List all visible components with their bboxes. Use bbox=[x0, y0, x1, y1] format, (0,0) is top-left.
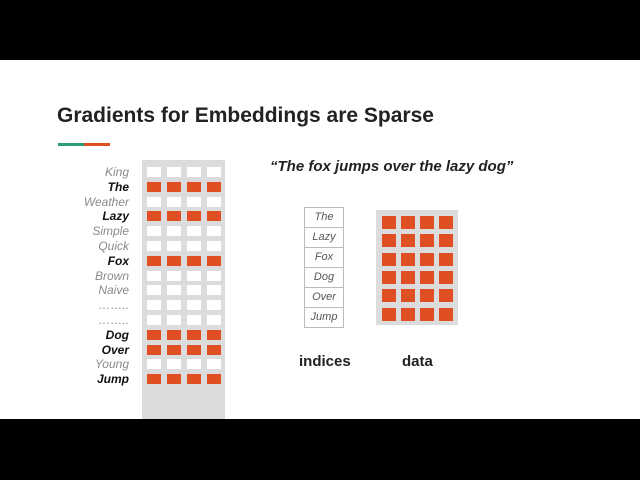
embedding-cell bbox=[167, 285, 181, 295]
embedding-cell bbox=[167, 300, 181, 310]
data-cell bbox=[401, 234, 415, 247]
vocab-label: Over bbox=[101, 342, 129, 357]
embedding-row bbox=[147, 315, 221, 325]
embedding-row bbox=[147, 241, 221, 251]
embedding-cell-updated bbox=[187, 211, 201, 221]
data-cell bbox=[401, 253, 415, 266]
embedding-row bbox=[147, 182, 221, 192]
index-item: Dog bbox=[305, 268, 343, 288]
data-cell bbox=[420, 216, 434, 229]
data-cell bbox=[382, 234, 396, 247]
data-cell bbox=[401, 216, 415, 229]
index-item: Jump bbox=[305, 308, 343, 328]
embedding-cell-updated bbox=[167, 182, 181, 192]
embedding-cell-updated bbox=[167, 330, 181, 340]
embedding-matrix bbox=[142, 160, 225, 419]
embedding-cell bbox=[187, 226, 201, 236]
embedding-cell bbox=[187, 300, 201, 310]
embedding-cell bbox=[207, 359, 221, 369]
embedding-cell bbox=[187, 271, 201, 281]
data-cell bbox=[401, 289, 415, 302]
accent-bar-green bbox=[58, 143, 84, 146]
vocab-label: Simple bbox=[92, 224, 129, 239]
vocab-label: …….. bbox=[98, 312, 129, 327]
embedding-cell-updated bbox=[207, 345, 221, 355]
vocab-label: Lazy bbox=[102, 209, 129, 224]
vocab-label: Fox bbox=[107, 253, 129, 268]
embedding-cell bbox=[147, 300, 161, 310]
embedding-row bbox=[147, 256, 221, 266]
data-cell bbox=[439, 289, 453, 302]
embedding-cell bbox=[147, 271, 161, 281]
embedding-cell bbox=[207, 315, 221, 325]
embedding-cell bbox=[207, 300, 221, 310]
embedding-cell bbox=[147, 241, 161, 251]
embedding-cell-updated bbox=[147, 374, 161, 384]
data-cell bbox=[420, 289, 434, 302]
embedding-cell-updated bbox=[207, 330, 221, 340]
embedding-cell bbox=[207, 241, 221, 251]
embedding-row bbox=[147, 374, 221, 384]
embedding-row bbox=[147, 226, 221, 236]
data-cell bbox=[439, 253, 453, 266]
embedding-cell-updated bbox=[167, 256, 181, 266]
data-cell bbox=[382, 271, 396, 284]
embedding-cell bbox=[147, 359, 161, 369]
embedding-cell bbox=[207, 197, 221, 207]
embedding-cell bbox=[167, 271, 181, 281]
embedding-cell-updated bbox=[187, 345, 201, 355]
index-item: The bbox=[305, 208, 343, 228]
data-cell bbox=[420, 308, 434, 321]
vocab-label: Quick bbox=[98, 238, 129, 253]
data-cell bbox=[439, 271, 453, 284]
embedding-cell-updated bbox=[167, 374, 181, 384]
embedding-row bbox=[147, 167, 221, 177]
accent-bar-orange bbox=[84, 143, 110, 146]
embedding-cell bbox=[207, 271, 221, 281]
slide-title: Gradients for Embeddings are Sparse bbox=[57, 104, 434, 127]
vocab-label: The bbox=[107, 179, 129, 194]
embedding-cell bbox=[207, 226, 221, 236]
embedding-cell bbox=[187, 167, 201, 177]
embedding-row bbox=[147, 330, 221, 340]
embedding-row bbox=[147, 211, 221, 221]
embedding-cell-updated bbox=[167, 345, 181, 355]
embedding-row bbox=[147, 197, 221, 207]
embedding-cell bbox=[147, 226, 161, 236]
vocab-label: Young bbox=[94, 357, 129, 372]
embedding-cell bbox=[167, 167, 181, 177]
embedding-cell bbox=[147, 197, 161, 207]
embedding-cell-updated bbox=[187, 256, 201, 266]
embedding-row bbox=[147, 271, 221, 281]
data-cell bbox=[420, 253, 434, 266]
embedding-cell bbox=[187, 241, 201, 251]
embedding-cell-updated bbox=[187, 374, 201, 384]
example-sentence: “The fox jumps over the lazy dog” bbox=[270, 158, 514, 175]
vocab-label: Weather bbox=[83, 194, 129, 209]
embedding-cell-updated bbox=[147, 345, 161, 355]
embedding-cell bbox=[167, 226, 181, 236]
embedding-row bbox=[147, 345, 221, 355]
data-cell bbox=[420, 271, 434, 284]
data-cell bbox=[382, 216, 396, 229]
embedding-cell-updated bbox=[147, 211, 161, 221]
index-item: Over bbox=[305, 288, 343, 308]
vocab-label: …….. bbox=[98, 298, 129, 313]
vocab-labels bbox=[29, 165, 129, 387]
embedding-cell-updated bbox=[147, 256, 161, 266]
data-caption: data bbox=[402, 353, 433, 370]
embedding-cell bbox=[187, 359, 201, 369]
vocab-label: Dog bbox=[105, 327, 129, 342]
embedding-cell bbox=[167, 359, 181, 369]
vocab-label: Jump bbox=[96, 372, 129, 387]
embedding-cell bbox=[187, 315, 201, 325]
embedding-cell-updated bbox=[207, 211, 221, 221]
vocab-label: Naive bbox=[98, 283, 129, 298]
embedding-row bbox=[147, 359, 221, 369]
embedding-cell-updated bbox=[147, 182, 161, 192]
vocab-label: King bbox=[104, 165, 129, 179]
embedding-cell bbox=[207, 167, 221, 177]
embedding-cell-updated bbox=[167, 211, 181, 221]
index-item: Fox bbox=[305, 248, 343, 268]
data-cell bbox=[439, 234, 453, 247]
embedding-cell bbox=[187, 197, 201, 207]
title-accent-bar bbox=[58, 143, 110, 146]
embedding-cell bbox=[167, 315, 181, 325]
data-cell bbox=[439, 308, 453, 321]
embedding-cell bbox=[147, 285, 161, 295]
embedding-cell bbox=[167, 241, 181, 251]
slide bbox=[0, 60, 640, 419]
data-cell bbox=[382, 253, 396, 266]
data-cell bbox=[382, 308, 396, 321]
embedding-cell-updated bbox=[187, 330, 201, 340]
embedding-cell-updated bbox=[207, 182, 221, 192]
embedding-cell-updated bbox=[147, 330, 161, 340]
vocab-label: Brown bbox=[94, 268, 129, 283]
embedding-cell bbox=[167, 197, 181, 207]
data-cell bbox=[420, 234, 434, 247]
index-item: Lazy bbox=[305, 228, 343, 248]
embedding-cell-updated bbox=[187, 182, 201, 192]
indices-caption: indices bbox=[299, 353, 351, 370]
data-cell bbox=[439, 216, 453, 229]
data-cell bbox=[401, 271, 415, 284]
embedding-cell bbox=[147, 315, 161, 325]
embedding-cell bbox=[187, 285, 201, 295]
embedding-cell-updated bbox=[207, 256, 221, 266]
data-cell bbox=[382, 289, 396, 302]
indices-list bbox=[304, 207, 344, 328]
embedding-row bbox=[147, 285, 221, 295]
embedding-cell bbox=[147, 167, 161, 177]
data-cell bbox=[401, 308, 415, 321]
embedding-row bbox=[147, 300, 221, 310]
data-matrix bbox=[376, 210, 458, 325]
embedding-cell bbox=[207, 285, 221, 295]
embedding-cell-updated bbox=[207, 374, 221, 384]
